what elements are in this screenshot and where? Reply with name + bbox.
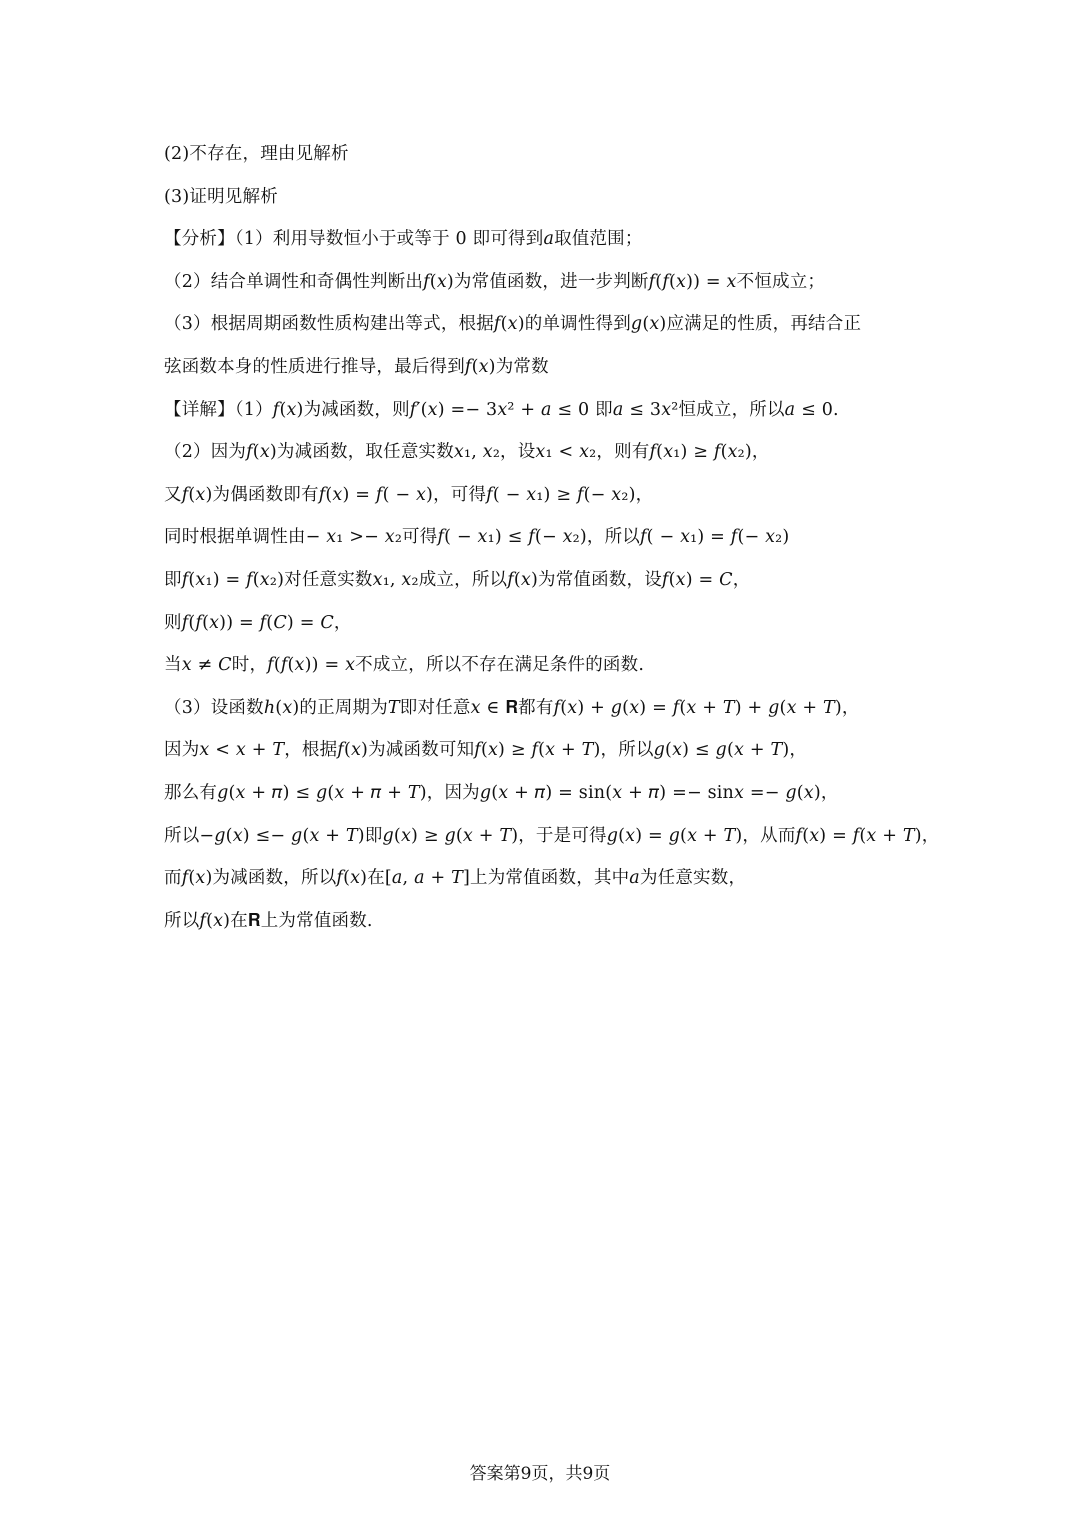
detail-part-3-line-5: 而𝑓(𝑥)为减函数，所以𝑓(𝑥)在[𝑎, 𝑎 + 𝑇]上为常值函数，其中𝑎为任意实数，	[164, 868, 747, 889]
detail-part-2-line-6: 当𝑥 ≠ 𝐶时，𝑓(𝑓(𝑥)) = 𝑥不成立，所以不存在满足条件的函数.	[164, 655, 645, 676]
detail-part-2-line-3: 同时根据单调性由− 𝑥₁ >− 𝑥₂可得𝑓( − 𝑥₁) ≤ 𝑓(− 𝑥₂)，所以𝑓( − 𝑥₁) = 𝑓(− 𝑥₂)	[164, 527, 790, 548]
analysis-part-2: （2）结合单调性和奇偶性判断出𝑓(𝑥)为常值函数，进一步判断𝑓(𝑓(𝑥)) = 𝑥不恒成立；	[164, 271, 826, 292]
detail-part-3-line-6: 所以𝑓(𝑥)在𝐑上为常值函数.	[164, 910, 373, 931]
detail-part-2-line-2: 又𝑓(𝑥)为偶函数即有𝑓(𝑥) = 𝑓( − 𝑥)，可得𝑓( − 𝑥₁) ≥ 𝑓(− 𝑥₂)，	[164, 484, 654, 505]
detail-part-2-line-5: 则𝑓(𝑓(𝑥)) = 𝑓(𝐶) = 𝐶，	[164, 612, 352, 633]
solution-body	[164, 133, 964, 942]
detail-part-3-line-4: 所以−𝑔(𝑥) ≤− 𝑔(𝑥 + 𝑇)即𝑔(𝑥) ≥ 𝑔(𝑥 + 𝑇)，于是可得𝑔(𝑥) = 𝑔(𝑥 + 𝑇)，从而𝑓(𝑥) = 𝑓(𝑥 + 𝑇)，	[164, 825, 940, 846]
answer-part-2: (2)不存在，理由见解析	[164, 144, 349, 164]
analysis-part-1: 【分析】（1）利用导数恒小于或等于 0 即可得到𝑎取值范围；	[164, 229, 643, 250]
detail-part-2-line-1: （2）因为𝑓(𝑥)为减函数，取任意实数𝑥₁, 𝑥₂，设𝑥₁ < 𝑥₂，则有𝑓(𝑥₁) ≥ 𝑓(𝑥₂)，	[164, 442, 770, 463]
detail-part-3-line-3: 那么有𝑔(𝑥 + 𝜋) ≤ 𝑔(𝑥 + 𝜋 + 𝑇)，因为𝑔(𝑥 + 𝜋) = sin(𝑥 + 𝜋) =− sin𝑥 =− 𝑔(𝑥)，	[164, 782, 839, 803]
detail-part-3-line-1: （3）设函数ℎ(𝑥)的正周期为𝑇即对任意𝑥 ∈ 𝐑都有𝑓(𝑥) + 𝑔(𝑥) = 𝑓(𝑥 + 𝑇) + 𝑔(𝑥 + 𝑇)，	[164, 697, 860, 718]
analysis-part-3: （3）根据周期函数性质构建出等式，根据𝑓(𝑥)的单调性得到𝑔(𝑥)应满足的性质，再结合正	[164, 314, 862, 335]
analysis-part-3-continued: 弦函数本身的性质进行推导，最后得到𝑓(𝑥)为常数	[164, 356, 549, 377]
page-footer: 答案第9页，共9页	[469, 1464, 611, 1484]
detail-part-3-line-2: 因为𝑥 < 𝑥 + 𝑇，根据𝑓(𝑥)为减函数可知𝑓(𝑥) ≥ 𝑓(𝑥 + 𝑇)，所以𝑔(𝑥) ≤ 𝑔(𝑥 + 𝑇)，	[164, 740, 808, 761]
answer-part-3: (3)证明见解析	[164, 186, 278, 207]
detail-part-2-line-4: 即𝑓(𝑥₁) = 𝑓(𝑥₂)对任意实数𝑥₁, 𝑥₂成立，所以𝑓(𝑥)为常值函数，设𝑓(𝑥) = 𝐶，	[164, 569, 751, 590]
detail-part-1: 【详解】（1）𝑓(𝑥)为减函数，则𝑓′(𝑥) =− 3𝑥² + 𝑎 ≤ 0 即𝑎 ≤ 3𝑥²恒成立，所以𝑎 ≤ 0.	[164, 399, 839, 420]
